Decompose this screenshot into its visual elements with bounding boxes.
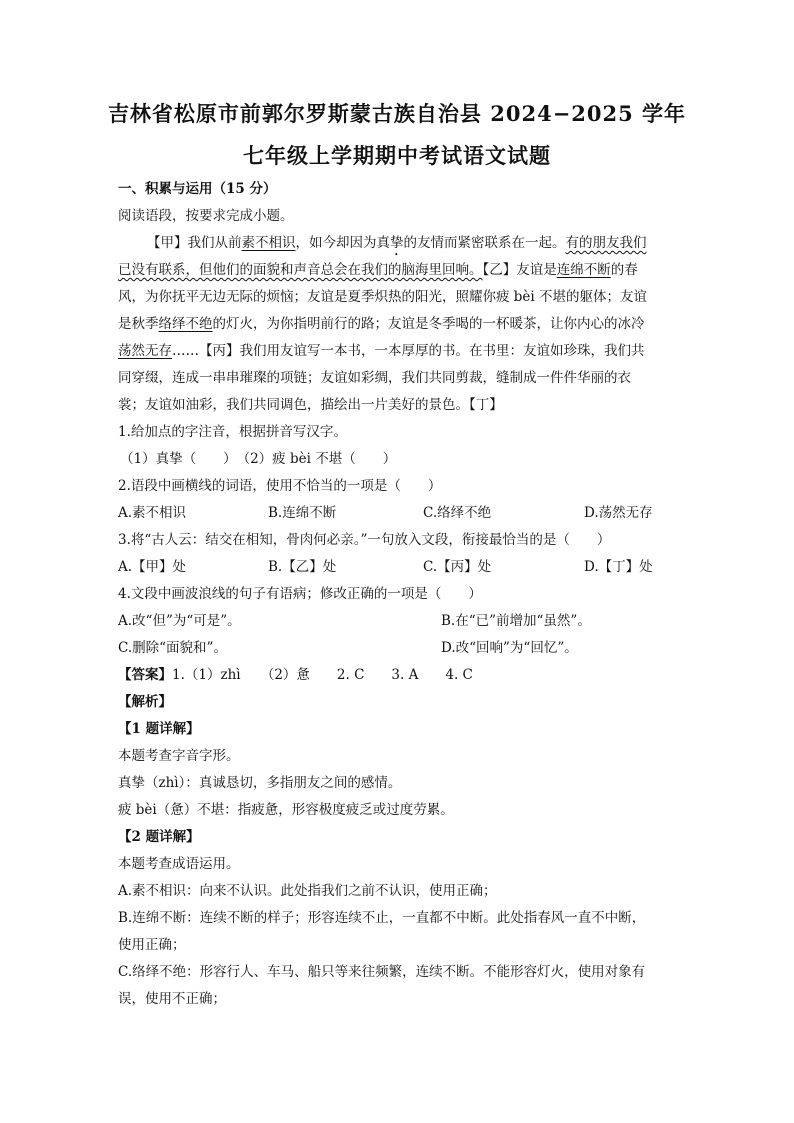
q3-option-c: C.【丙】处 bbox=[423, 559, 492, 575]
answer-label: 【答案】 bbox=[118, 667, 172, 683]
detail-1-label: 【1 题详解】 bbox=[118, 721, 200, 737]
underlined-idiom-3: 络绎不绝 bbox=[158, 316, 213, 332]
analysis-label: 【解析】 bbox=[118, 694, 172, 710]
q2-option-c: C.络绎不绝 bbox=[423, 505, 492, 521]
question-2: 2.语段中画横线的词语，使用不恰当的一项是（ ） bbox=[118, 478, 442, 494]
q2-option-a: A.素不相识 bbox=[118, 505, 187, 521]
passage-line-2 bbox=[118, 261, 638, 279]
dotted-character: 挚 bbox=[390, 235, 404, 251]
passage-line-4 bbox=[118, 315, 645, 333]
passage-text: 的灯火，为你指明前行的路；友谊是冬季喝的一杯暖茶，让你内心的冰冷 bbox=[212, 316, 645, 332]
q2-option-d: D.荡然无存 bbox=[584, 505, 653, 521]
instruction-text: 阅读语段，按要求完成小题。 bbox=[118, 208, 294, 224]
passage-text: 【乙】友谊是 bbox=[482, 262, 557, 278]
passage-line-7: 裳；友谊如油彩，我们共同调色，描绘出一片美好的景色。【丁】 bbox=[118, 397, 503, 413]
answer-text: 1.（1）zhì （2）惫 2. C 3. A 4. C bbox=[172, 667, 473, 683]
document-title-line1: 吉林省松原市前郭尔罗斯蒙古族自治县 2024−2025 学年 bbox=[107, 101, 687, 126]
question-3: 3.将“古人云：结交在相知，骨肉何必亲。”一句放入文段，衔接最恰当的是（ ） bbox=[118, 532, 611, 548]
detail-2-line-2: A.素不相识：向来不认识。此处指我们之前不认识，使用正确； bbox=[118, 883, 497, 899]
passage-text: ……【丙】我们用友谊写一本书，一本厚厚的书。在书里：友谊如珍珠，我们共 bbox=[172, 343, 645, 359]
q4-option-d: D.改“回响”为“回忆”。 bbox=[441, 640, 578, 656]
detail-2-line-4: 使用正确； bbox=[118, 937, 186, 953]
q4-option-a: A.改“但”为“可是”。 bbox=[118, 613, 241, 629]
passage-line-5 bbox=[118, 342, 645, 360]
q3-option-b: B.【乙】处 bbox=[268, 559, 337, 575]
detail-2-line-3: B.连绵不断：连续不断的样子；形容连续不止，一直都不中断。此处指春风一直不中断， bbox=[118, 910, 646, 926]
question-1: 1.给加点的字注音，根据拼音写汉字。 bbox=[118, 424, 347, 440]
underlined-idiom-2: 连绵不断 bbox=[556, 262, 611, 278]
passage-text: 是秋季 bbox=[118, 316, 159, 332]
detail-1-line-1: 本题考查字音字形。 bbox=[118, 748, 240, 764]
detail-1-line-2: 真挚（zhì）：真诚恳切，多指朋友之间的感情。 bbox=[118, 775, 402, 791]
detail-1-line-3: 疲 bèi（惫）不堪：指疲惫，形容极度疲乏或过度劳累。 bbox=[118, 802, 454, 818]
q3-option-d: D.【丁】处 bbox=[584, 559, 653, 575]
q4-option-b: B.在“已”前增加“虽然”。 bbox=[441, 613, 591, 629]
wavy-sentence-part-2: 已没有联系，但他们的面貌和声音总会在我们的脑海里回响。 bbox=[118, 262, 483, 278]
passage-text: 【甲】我们从前 bbox=[147, 235, 242, 251]
q4-option-c: C.删除“面貌和”。 bbox=[118, 640, 227, 656]
passage-text: 的友情而紧密联系在一起。 bbox=[403, 235, 566, 251]
q2-option-b: B.连绵不断 bbox=[268, 505, 337, 521]
wavy-sentence-part-1: 有的朋友我们 bbox=[565, 235, 647, 251]
question-1-subitems: （1）真挚（ ） （2）疲 bèi 不堪（ ） bbox=[120, 451, 397, 467]
detail-2-line-5: C.络绎不绝：形容行人、车马、船只等来往频繁，连续不断。不能形容灯火，使用对象有 bbox=[118, 964, 646, 980]
passage-text: ，如今却因为真 bbox=[295, 235, 390, 251]
underlined-idiom-4: 荡然无存 bbox=[118, 343, 172, 359]
passage-line-6: 同穿缀，连成一串串璀璨的项链；友谊如彩绸，我们共同剪裁，缝制成一件件华丽的衣 bbox=[118, 370, 631, 386]
q3-option-a: A.【甲】处 bbox=[118, 559, 187, 575]
detail-2-line-1: 本题考查成语运用。 bbox=[118, 856, 240, 872]
passage-text: 的春 bbox=[610, 262, 638, 278]
underlined-idiom-1: 素不相识 bbox=[241, 235, 296, 251]
document-title-line2: 七年级上学期期中考试语文试题 bbox=[243, 143, 551, 168]
detail-2-line-6: 误，使用不正确； bbox=[118, 991, 226, 1007]
passage-line-1 bbox=[147, 234, 647, 259]
detail-2-label: 【2 题详解】 bbox=[118, 829, 200, 845]
passage-line-3: 风，为你抚平无边无际的烦恼；友谊是夏季炽热的阳光，照耀你疲 bèi 不堪的躯体；友谊 bbox=[118, 289, 648, 305]
answer-line bbox=[118, 666, 473, 684]
question-4: 4.文段中画波浪线的句子有语病；修改正确的一项是（ ） bbox=[118, 586, 482, 602]
section-heading: 一、积累与运用（15 分） bbox=[118, 181, 277, 197]
